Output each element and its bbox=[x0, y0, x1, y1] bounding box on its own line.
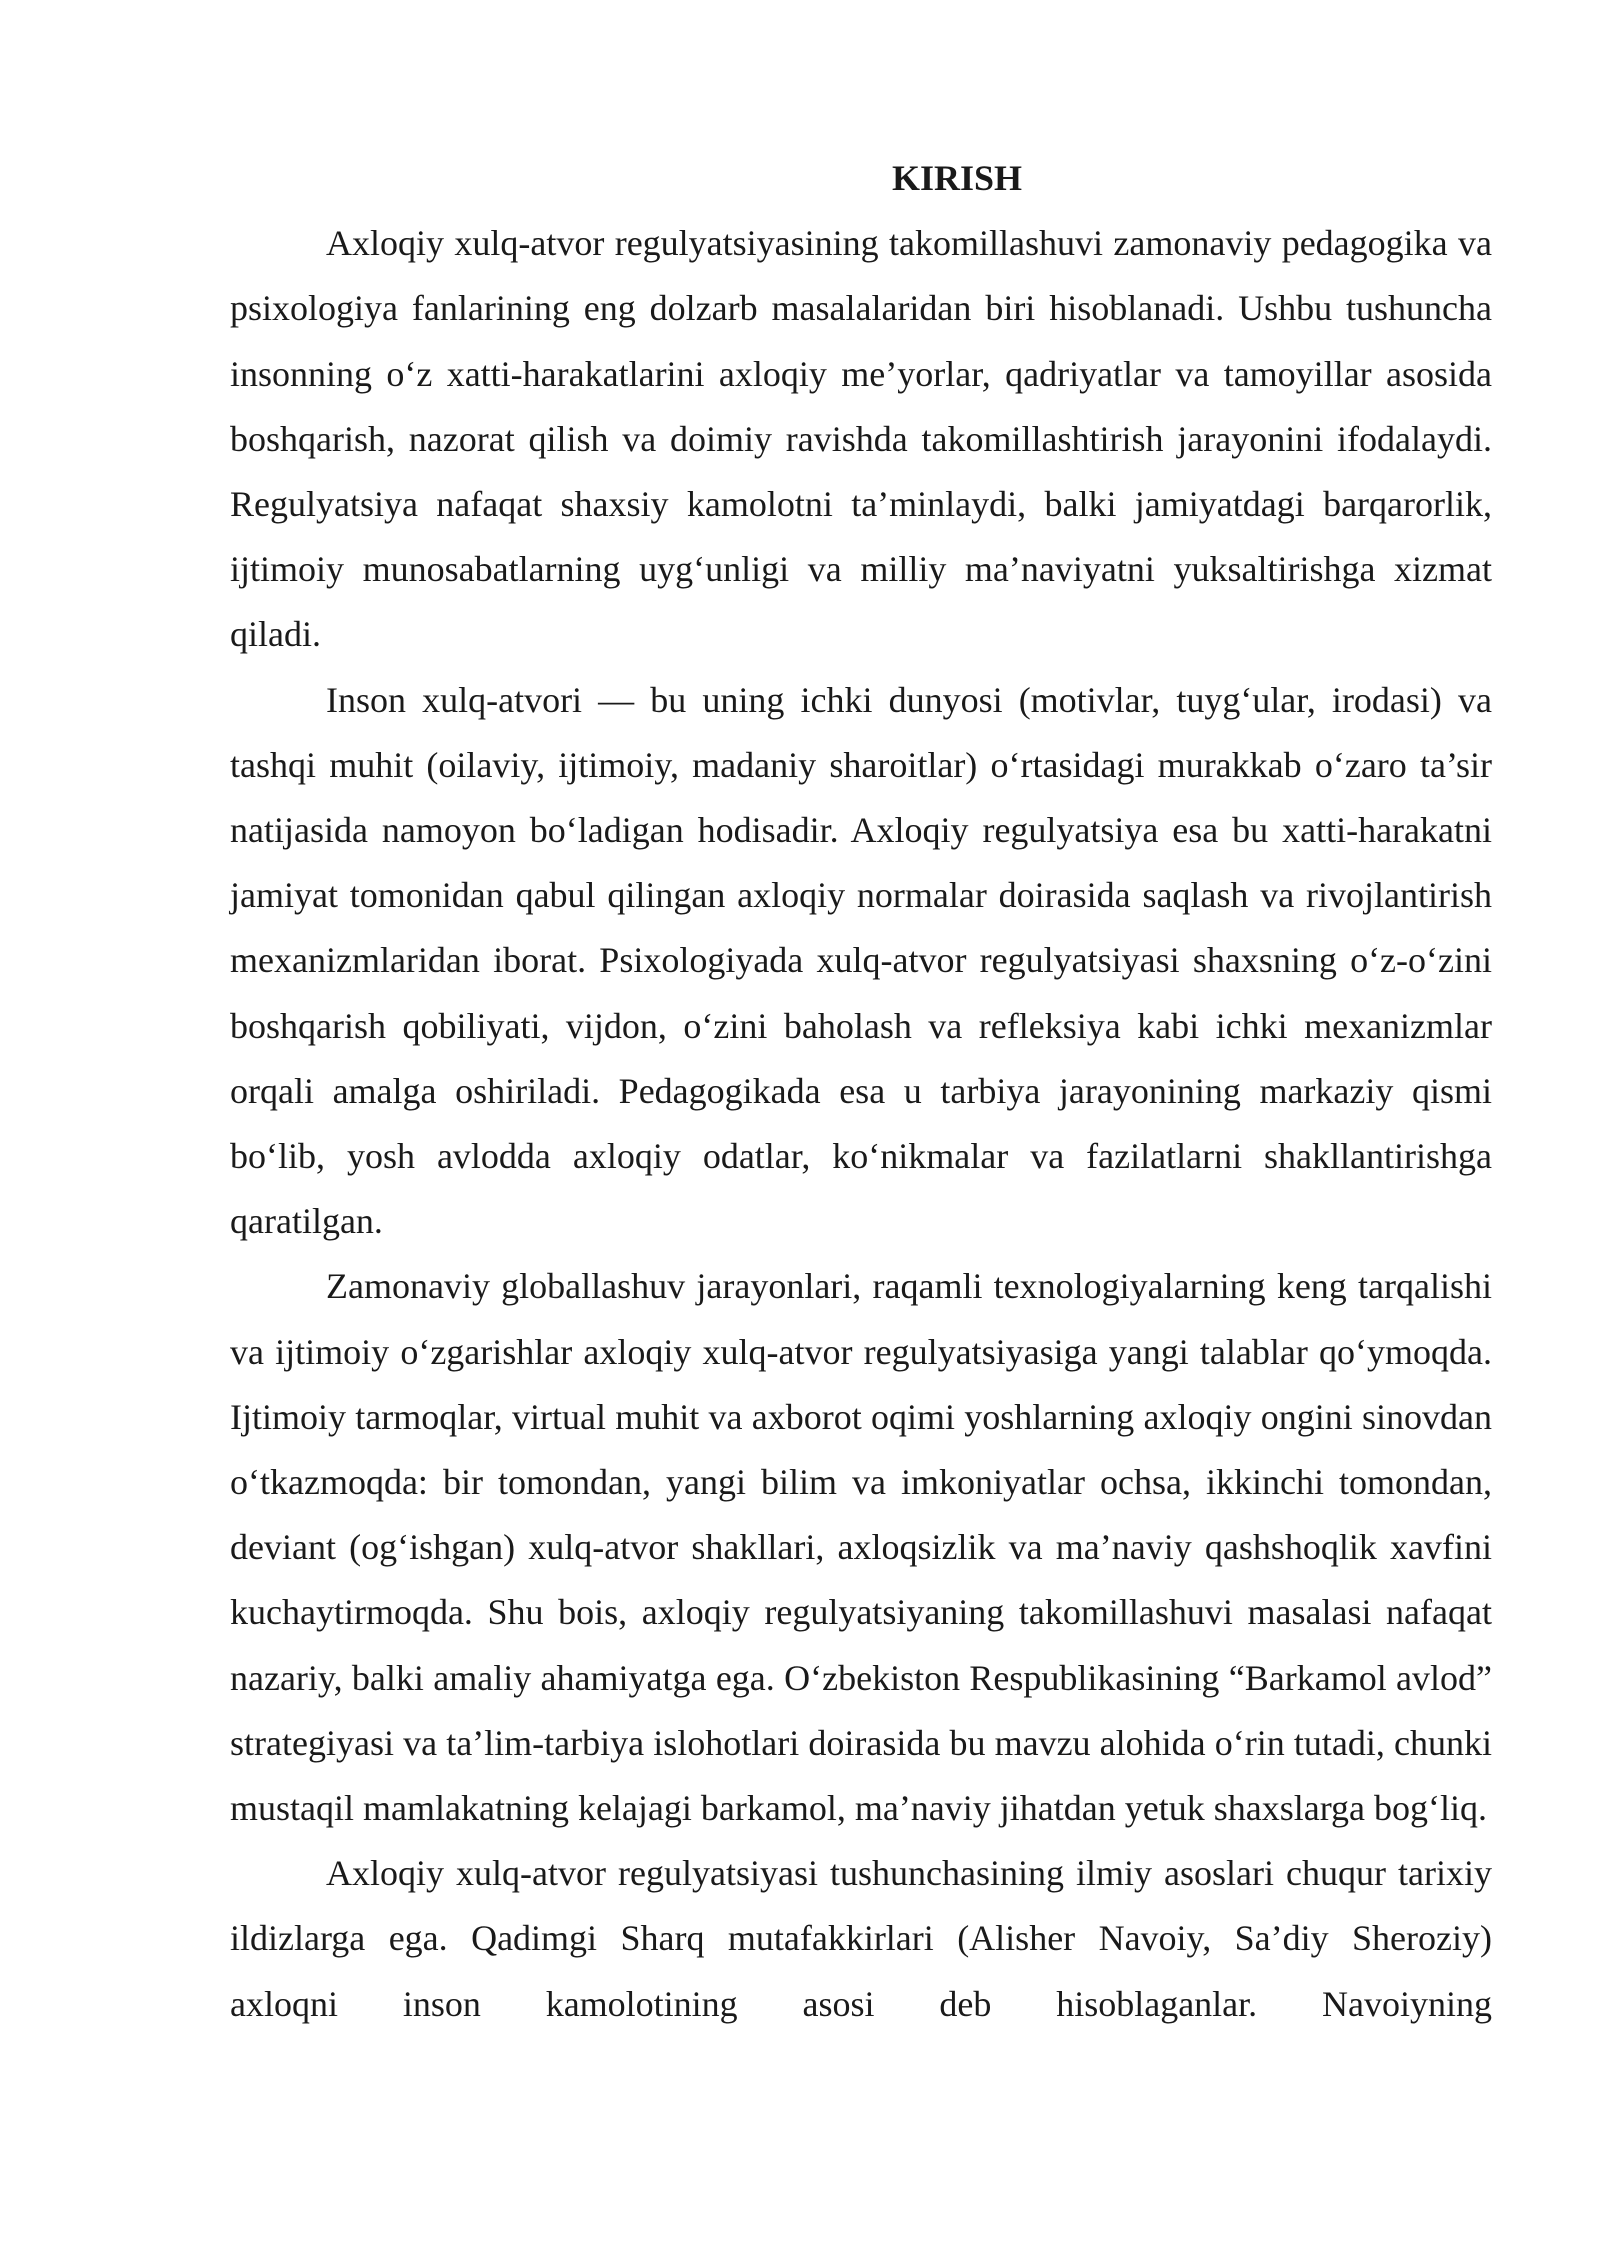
paragraph-3: Zamonaviy globallashuv jarayonlari, raqamli texnologiyalarning keng tarqalishi va ijtimoiy o‘zgarishlar axloqiy xulq-atvor regulyatsiyasiga yangi talablar qo‘ymoqda. Ijtimoiy tarmoqlar, virtual muhit va axborot oqimi yoshlarning axloqiy ongini sinovdan o‘tkazmoqda: bir tomondan, yangi bilim va imkoniyatlar ochsa, ikkinchi tomondan, deviant (og‘ishgan) xulq-atvor shakllari, axloqsizlik va ma’naviy qashshoqlik xavfini kuchaytirmoqda. Shu bois, axloqiy regulyatsiyaning takomillashuvi masalasi nafaqat nazariy, balki amaliy ahamiyatga ega. O‘zbekiston Respublikasining “Barkamol avlod” strategiyasi va ta’lim-tarbiya islohotlari doirasida bu mavzu alohida o‘rin tutadi, chunki mustaqil mamlakatning kelajagi barkamol, ma’naviy jihatdan yetuk shaxslarga bog‘liq. bbox=[230, 1266, 1492, 1829]
paragraph-4: Axloqiy xulq-atvor regulyatsiyasi tushunchasining ilmiy asoslari chuqur tarixiy ildizlarga ega. Qadimgi Sharq mutafakkirlari (Alisher Navoiy, Sa’diy Sheroziy) axloqni inson kamolotining asosi deb hisoblaganlar. Navoiyning bbox=[230, 1853, 1492, 2024]
paragraph-1: Axloqiy xulq-atvor regulyatsiyasining takomillashuvi zamonaviy pedagogika va psixologiya fanlarining eng dolzarb masalalaridan biri hisoblanadi. Ushbu tushuncha insonning o‘z xatti-harakatlarini axloqiy me’yorlar, qadriyatlar va tamoyillar asosida boshqarish, nazorat qilish va doimiy ravishda takomillashtirish jarayonini ifodalaydi. Regulyatsiya nafaqat shaxsiy kamolotni ta’minlaydi, balki jamiyatdagi barqarorlik, ijtimoiy munosabatlarning uyg‘unligi va milliy ma’naviyatni yuksaltirishga xizmat qiladi. bbox=[230, 223, 1492, 655]
page-title: KIRISH bbox=[891, 158, 1023, 198]
paragraph-2: Inson xulq-atvori — bu uning ichki dunyosi (motivlar, tuyg‘ular, irodasi) va tashqi muhit (oilaviy, ijtimoiy, madaniy sharoitlar) o‘rtasidagi murakkab o‘zaro ta’sir natijasida namoyon bo‘ladigan hodisadir. Axloqiy regulyatsiya esa bu xatti-harakatni jamiyat tomonidan qabul qilingan axloqiy normalar doirasida saqlash va rivojlantirish mexanizmlaridan iborat. Psixologiyada xulq-atvor regulyatsiyasi shaxsning o‘z-o‘zini boshqarish qobiliyati, vijdon, o‘zini baholash va refleksiya kabi ichki mexanizmlar orqali amalga oshiriladi. Pedagogikada esa u tarbiya jarayonining markaziy qismi bo‘lib, yosh avlodda axloqiy odatlar, ko‘nikmalar va fazilatlarni shakllantirishga qaratilgan. bbox=[230, 679, 1492, 1242]
document-page bbox=[230, 146, 1492, 2037]
